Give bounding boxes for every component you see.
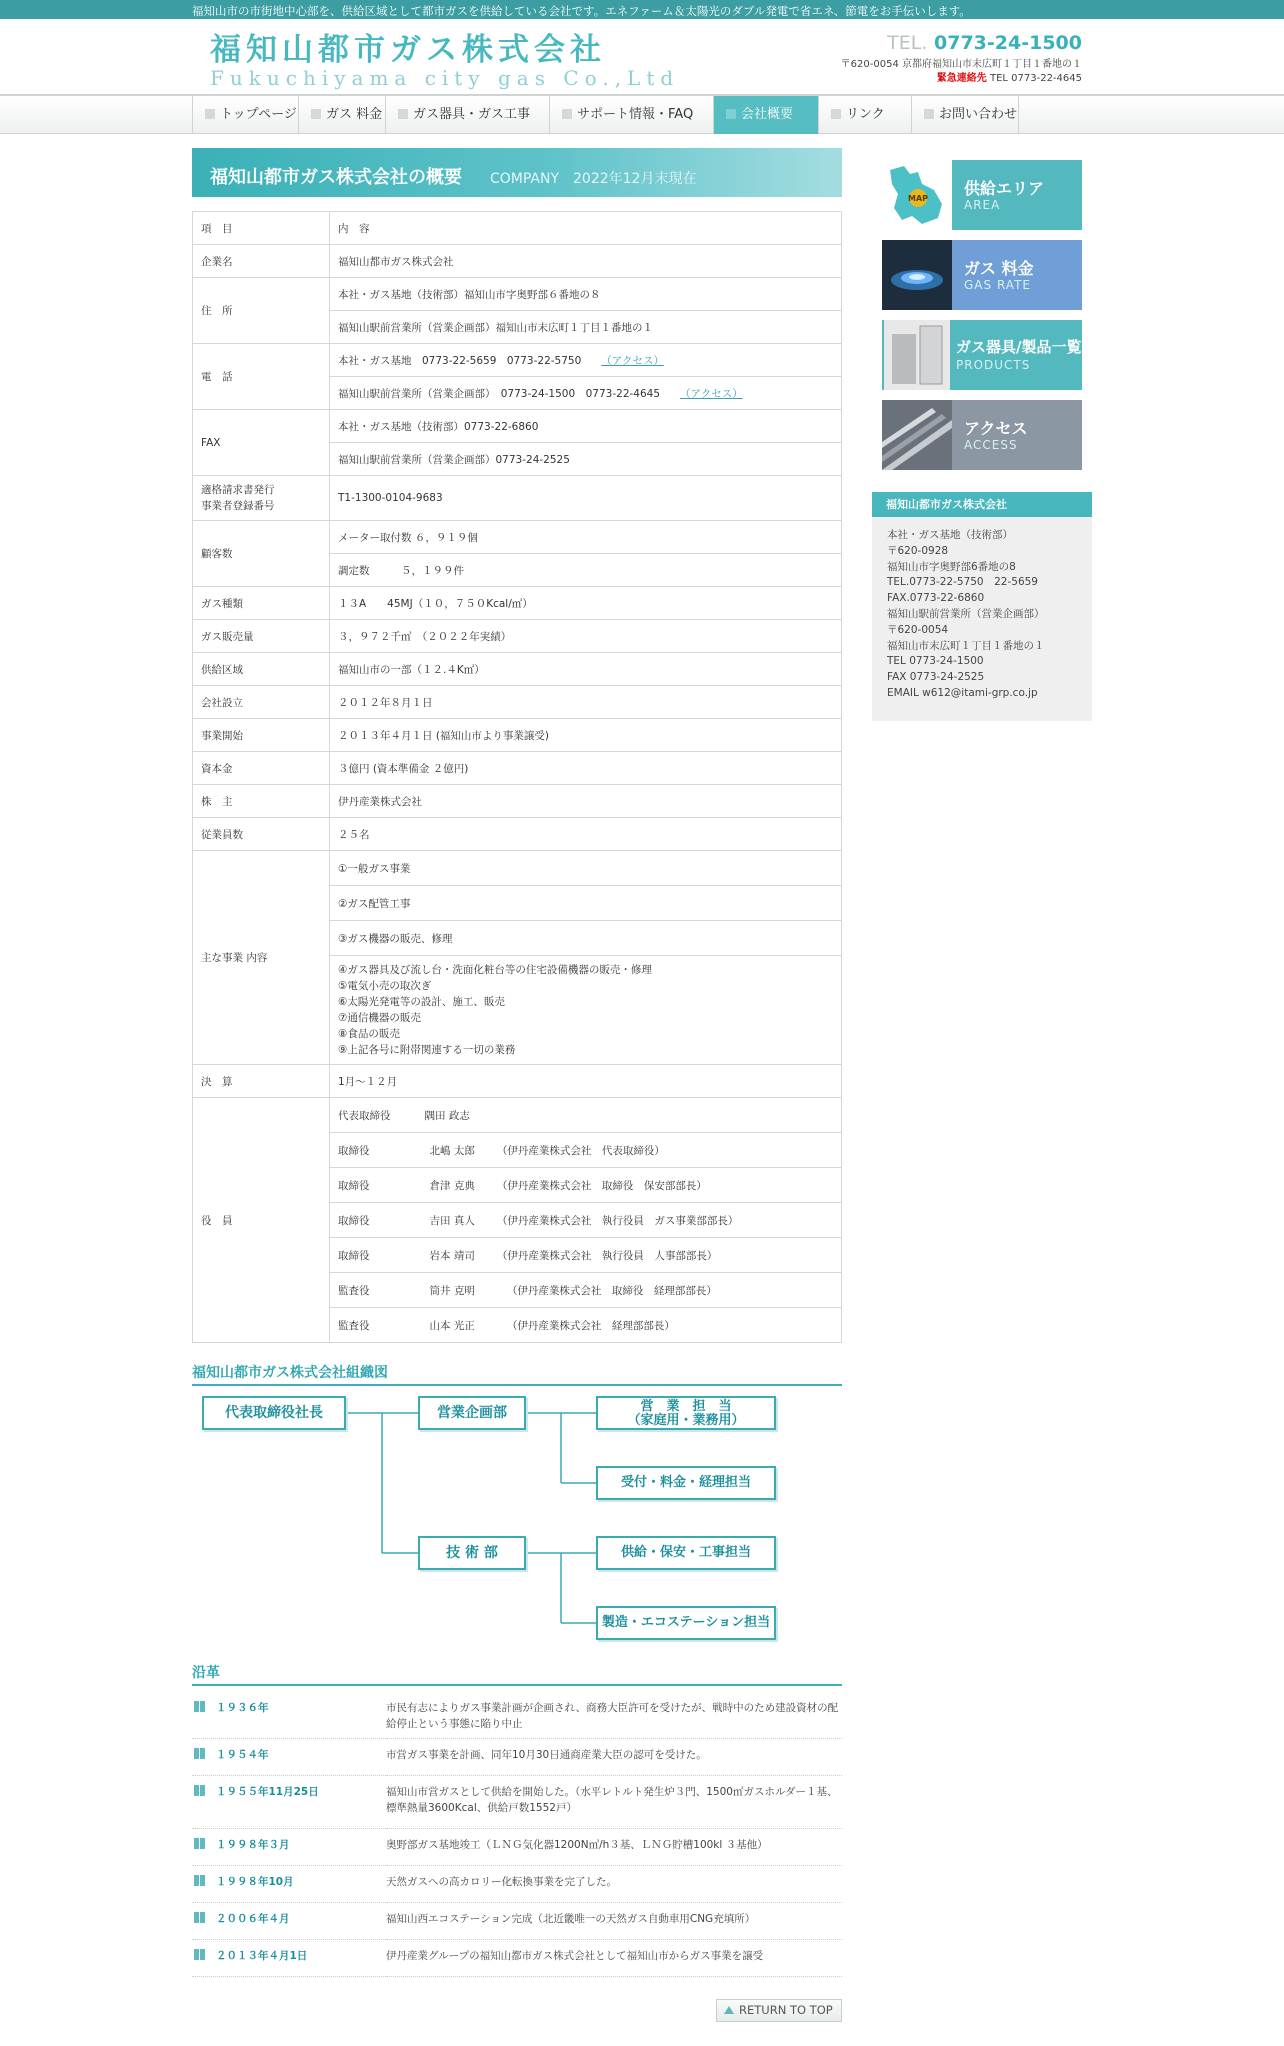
row-value: メーター取付数 ６，９１９個 xyxy=(330,521,842,554)
sidebar-supply-area-button[interactable] xyxy=(882,160,1082,230)
contact-line: 本社・ガス基地（技術部） xyxy=(887,529,1013,541)
site-logo[interactable]: 福知山都市ガス株式会社 xyxy=(210,32,606,68)
org-chart-heading: 福知山都市ガス株式会社組織図 xyxy=(192,1362,842,1386)
page-subtitle: COMPANY 2022年12月末現在 xyxy=(490,171,697,187)
org-box-sales-staff: 営 業 担 当 （家庭用・業務用） xyxy=(596,1396,776,1430)
table-row xyxy=(193,620,842,653)
sidebar-button-label: アクセス xyxy=(964,419,1028,438)
org-box-supply-safety: 供給・保安・工事担当 xyxy=(596,1536,776,1570)
row-value: ③ガス機器の販売、修理 xyxy=(330,921,842,956)
history-row xyxy=(192,1940,842,1977)
history-row xyxy=(192,1829,842,1866)
table-header-item: 項 目 xyxy=(193,212,330,245)
row-value: 福知山駅前営業所（営業企画部）福知山市末広町１丁目１番地の１ xyxy=(330,311,842,344)
table-row xyxy=(193,851,842,886)
row-value: 福知山市の一部（１２.４K㎡） xyxy=(330,653,842,686)
map-icon xyxy=(882,160,952,230)
row-value: １３A 45MJ（１０，７５０Kcal/㎥） xyxy=(330,587,842,620)
sidebar-button-sublabel: PRODUCTS xyxy=(956,358,1031,372)
table-row xyxy=(193,278,842,311)
history-text: 福知山市営ガスとして供給を開始した。（水平レトルト発生炉３門、1500㎥ガスホルダー１基、標準熱量3600Kcal、供給戸数1552戸） xyxy=(386,1776,842,1829)
history-heading: 沿革 xyxy=(192,1662,842,1686)
phone-text: 福知山駅前営業所（営業企画部） 0773-24-1500 0773-22-4645 xyxy=(338,387,661,400)
row-label: 株 主 xyxy=(193,785,330,818)
bullet-icon xyxy=(194,1701,205,1712)
row-label: 供給区域 xyxy=(193,653,330,686)
nav-bullet-icon xyxy=(726,109,736,119)
contact-line: 福知山市字奥野部6番地の8 xyxy=(887,560,1016,573)
history-text: 奥野部ガス基地竣工（ＬＮＧ気化器1200N㎥/h３基、ＬＮＧ貯槽100kl ３基他） xyxy=(386,1829,842,1866)
row-value xyxy=(330,377,842,410)
row-label: 決 算 xyxy=(193,1065,330,1098)
sidebar-gas-rate-button[interactable] xyxy=(882,240,1082,310)
sidebar-contact-title: 福知山都市ガス株式会社 xyxy=(872,492,1092,517)
history-year: １９９８年３月 xyxy=(216,1839,290,1851)
table-row xyxy=(193,653,842,686)
nav-bullet-icon xyxy=(205,109,215,119)
table-row xyxy=(193,1098,842,1133)
history-table xyxy=(192,1692,842,1977)
history-year: １９５４年 xyxy=(216,1749,269,1761)
row-value: ３，９７２千㎥ （２０２２年実績） xyxy=(330,620,842,653)
row-value: ２５名 xyxy=(330,818,842,851)
row-value: 福知山駅前営業所（営業企画部）0773-24-2525 xyxy=(330,443,842,476)
water-heater-icon xyxy=(882,320,952,390)
bullet-icon xyxy=(194,1912,205,1923)
bullet-icon xyxy=(194,1875,205,1886)
sidebar-access-button[interactable] xyxy=(882,400,1082,470)
row-value: 監査役 山本 光正 （伊丹産業株式会社 経理部部長） xyxy=(330,1308,842,1343)
row-value: 本社・ガス基地（技術部）0773-22-6860 xyxy=(330,410,842,443)
nav-appliances-construction[interactable]: ガス器具・ガス工事 xyxy=(386,96,550,134)
row-label: 事業開始 xyxy=(193,719,330,752)
bullet-icon xyxy=(194,1949,205,1960)
bullet-icon xyxy=(194,1838,205,1849)
access-link[interactable]: （アクセス） xyxy=(680,387,743,400)
nav-support-faq[interactable]: サポート情報・FAQ xyxy=(550,96,714,134)
contact-line: 福知山駅前営業所（営業企画部） xyxy=(887,607,1045,620)
sidebar-button-label: ガス 料金 xyxy=(964,259,1034,278)
header-address: 〒620-0054 京都府福知山市末広町１丁目１番地の１ xyxy=(840,59,1082,70)
bullet-icon xyxy=(194,1785,205,1796)
bullet-icon xyxy=(194,1748,205,1759)
contact-line: TEL.0773-22-5750 22-5659 xyxy=(887,576,1038,589)
history-year: １９３６年 xyxy=(216,1702,269,1714)
access-link[interactable]: （アクセス） xyxy=(601,354,664,367)
org-box-sales-planning: 営業企画部 xyxy=(418,1396,526,1430)
row-value: ２０１２年８月１日 xyxy=(330,686,842,719)
top-banner-text: 福知山市の市街地中心部を、供給区域として都市ガスを供給している会社です。エネファーム＆太陽光のダブル発電で省エネ、節電をお手伝いします。 xyxy=(192,4,971,18)
row-label: 資本金 xyxy=(193,752,330,785)
contact-line: 福知山市末広町１丁目１番地の１ xyxy=(887,639,1045,652)
row-label: 主な事業 内容 xyxy=(193,851,330,1065)
row-value: 取締役 吉田 真人 （伊丹産業株式会社 執行役員 ガス事業部部長） xyxy=(330,1203,842,1238)
row-label: ガス種類 xyxy=(193,587,330,620)
row-value: ①一般ガス事業 xyxy=(330,851,842,886)
table-row xyxy=(193,476,842,521)
table-row xyxy=(193,344,842,377)
emergency-tel: TEL 0773-22-4645 xyxy=(986,73,1082,84)
arrow-up-icon xyxy=(724,2006,734,2014)
row-value: 伊丹産業株式会社 xyxy=(330,785,842,818)
org-box-reception-billing: 受付・料金・経理担当 xyxy=(596,1466,776,1500)
history-text: 市営ガス事業を計画、同年10月30日通商産業大臣の認可を受けた。 xyxy=(386,1739,842,1776)
nav-links[interactable]: リンク xyxy=(819,96,912,134)
nav-bullet-icon xyxy=(311,109,321,119)
phone-label: TEL. xyxy=(887,32,928,54)
contact-line: FAX 0773-24-2525 xyxy=(887,671,985,684)
nav-bullet-icon xyxy=(924,109,934,119)
sidebar-button-label: 供給エリア xyxy=(964,179,1045,198)
table-row xyxy=(193,410,842,443)
contact-line: 〒620-0928 xyxy=(887,544,949,557)
nav-contact[interactable]: お問い合わせ xyxy=(912,96,1019,134)
sidebar-button-sublabel: GAS RATE xyxy=(964,278,1031,292)
history-row xyxy=(192,1692,842,1739)
nav-gas-rate[interactable]: ガス 料金 xyxy=(299,96,386,134)
row-label: 役 員 xyxy=(193,1098,330,1343)
sidebar-button-label: ガス器具/製品一覧 xyxy=(956,338,1082,356)
header-phone xyxy=(887,32,1082,54)
history-text: 福知山西エコステーション完成（北近畿唯一の天然ガス自動車用CNG充填所） xyxy=(386,1903,842,1940)
row-label: 従業員数 xyxy=(193,818,330,851)
row-label: 電 話 xyxy=(193,344,330,410)
row-value: 本社・ガス基地（技術部）福知山市字奥野部６番地の８ xyxy=(330,278,842,311)
table-row xyxy=(193,818,842,851)
org-box-production-ecostation: 製造・エコステーション担当 xyxy=(596,1606,776,1640)
nav-bullet-icon xyxy=(831,109,841,119)
history-text: 市民有志によりガス事業計画が企画され、商務大臣許可を受けたが、戦時中のため建設資材の配給停止という事態に陥り中止 xyxy=(386,1692,842,1739)
row-value: ３億円 (資本準備金 ２億円) xyxy=(330,752,842,785)
gas-burner-icon xyxy=(882,240,952,310)
history-year: １９５５年11月25日 xyxy=(216,1786,319,1798)
row-value: 取締役 倉津 克典 （伊丹産業株式会社 取締役 保安部部長） xyxy=(330,1168,842,1203)
nav-bullet-icon xyxy=(398,109,408,119)
row-value: T1-1300-0104-9683 xyxy=(330,476,842,521)
history-row xyxy=(192,1776,842,1829)
contact-line: FAX.0773-22-6860 xyxy=(887,592,985,605)
contact-email[interactable]: EMAIL w612@itami-grp.co.jp xyxy=(887,686,1038,699)
row-value: ２０１３年４月１日 (福知山市より事業譲受) xyxy=(330,719,842,752)
row-label: ガス販売量 xyxy=(193,620,330,653)
history-text: 伊丹産業グループの福知山都市ガス株式会社として福知山市からガス事業を譲受 xyxy=(386,1940,842,1977)
table-row xyxy=(193,245,842,278)
row-value: 取締役 岩本 靖司 （伊丹産業株式会社 執行役員 人事部部長） xyxy=(330,1238,842,1273)
nav-company-overview[interactable]: 会社概要 xyxy=(714,96,819,134)
history-text: 天然ガスへの高カロリー化転換事業を完了した。 xyxy=(386,1866,842,1903)
contact-line: TEL 0773-24-1500 xyxy=(887,655,984,668)
company-info-table xyxy=(192,211,842,1343)
history-row xyxy=(192,1739,842,1776)
row-value: 調定数 ５，１９９件 xyxy=(330,554,842,587)
row-value: ②ガス配管工事 xyxy=(330,886,842,921)
history-year: ２００６年４月 xyxy=(216,1913,290,1925)
row-label: 適格請求書発行 事業者登録番号 xyxy=(193,476,330,521)
row-value: 監査役 筒井 克明 （伊丹産業株式会社 取締役 経理部部長） xyxy=(330,1273,842,1308)
main-navigation xyxy=(0,94,1284,134)
row-label: 会社設立 xyxy=(193,686,330,719)
table-row xyxy=(193,587,842,620)
row-value: 1月～１２月 xyxy=(330,1065,842,1098)
phone-number: 0773-24-1500 xyxy=(934,32,1082,54)
row-value xyxy=(330,344,842,377)
table-row xyxy=(193,719,842,752)
phone-text: 本社・ガス基地 0773-22-5659 0773-22-5750 xyxy=(338,354,582,367)
org-box-engineering: 技 術 部 xyxy=(418,1536,526,1570)
sidebar-button-sublabel: AREA xyxy=(964,198,1001,212)
svg-text:MAP: MAP xyxy=(907,194,929,203)
return-to-top-button[interactable]: RETURN TO TOP xyxy=(716,1999,842,2022)
sidebar-products-button[interactable] xyxy=(882,320,1082,390)
row-value: 福知山都市ガス株式会社 xyxy=(330,245,842,278)
sidebar-button-sublabel: ACCESS xyxy=(964,438,1018,452)
row-label: FAX xyxy=(193,410,330,476)
header-emergency xyxy=(937,69,1082,84)
row-value: ④ガス器具及び流し台・洗面化粧台等の住宅設備機器の販売・修理 ⑤電気小売の取次ぎ ⑥太陽光発電等の設計、施工、販売 ⑦通信機器の販売 ⑧食品の販売 ⑨上記各号に附帯関連する一切の業務 xyxy=(330,956,842,1065)
site-logo-english: Fukuchiyama city gas Co.,Ltd xyxy=(210,66,680,90)
table-row xyxy=(193,785,842,818)
history-year: ２０１３年４月1日 xyxy=(216,1950,308,1962)
row-value: 取締役 北嶋 太郎 （伊丹産業株式会社 代表取締役） xyxy=(330,1133,842,1168)
row-label: 企業名 xyxy=(193,245,330,278)
nav-home[interactable]: トップページ xyxy=(192,96,299,134)
emergency-label: 緊急連絡先 xyxy=(936,73,987,84)
nav-bullet-icon xyxy=(562,109,572,119)
table-row xyxy=(193,752,842,785)
org-chart xyxy=(192,1386,842,1650)
table-row xyxy=(193,686,842,719)
org-box-president: 代表取締役社長 xyxy=(202,1396,346,1430)
table-row xyxy=(193,521,842,554)
row-label: 住 所 xyxy=(193,278,330,344)
sidebar-contact-box xyxy=(872,517,1092,721)
history-row xyxy=(192,1866,842,1903)
table-header-content: 内 容 xyxy=(330,212,842,245)
history-year: １９９８年10月 xyxy=(216,1876,294,1888)
row-value: 代表取締役 隅田 政志 xyxy=(330,1098,842,1133)
table-row xyxy=(193,212,842,245)
station-stairs-icon xyxy=(882,400,952,470)
history-row xyxy=(192,1903,842,1940)
page-title: 福知山都市ガス株式会社の概要 xyxy=(210,167,462,188)
row-label: 顧客数 xyxy=(193,521,330,587)
table-row xyxy=(193,1065,842,1098)
contact-line: 〒620-0054 xyxy=(887,623,949,636)
top-banner xyxy=(0,0,1284,19)
page-title-band xyxy=(192,148,842,197)
